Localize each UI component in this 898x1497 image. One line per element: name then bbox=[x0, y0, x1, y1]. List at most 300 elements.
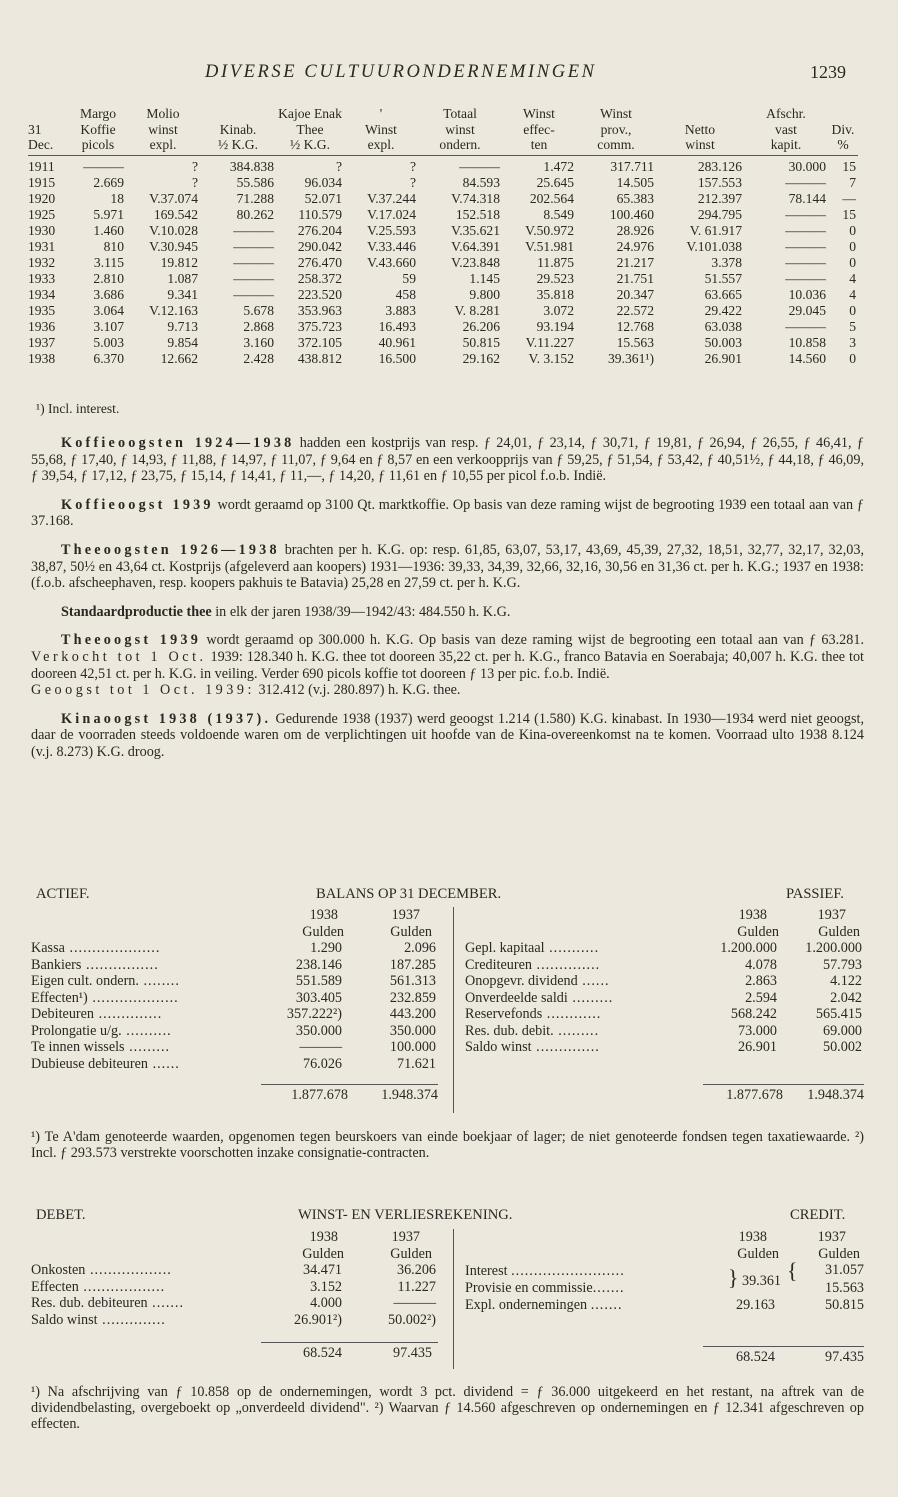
column-header: Kajoe Enak bbox=[278, 106, 342, 121]
row-label: Dubieuse debiteuren bbox=[31, 1055, 149, 1072]
tea-harvest-1939-paragraph bbox=[31, 632, 864, 698]
paragraph-text: 1939: 128.340 h. K.G. thee tot dooreen 35,22 ct. per h. K.G., franco Batavia en Soerabaja; 40,007 h. K.G. thee tot dooreen 42,51 ct. per h. K.G. in veiling. Verder 690 picols koffie tot dooreen ƒ 13 per pic. f.o.b. Indië. bbox=[31, 648, 864, 682]
value-cell: ——— bbox=[459, 158, 500, 174]
year-cell: 1915 bbox=[28, 174, 56, 190]
year-header: 1938 bbox=[738, 1229, 767, 1245]
assets-total-1938: 1.877.678 bbox=[261, 1084, 348, 1103]
value-1938: 3.152 bbox=[310, 1278, 342, 1295]
value-cell: 11.875 bbox=[537, 254, 574, 270]
row-label: Reservefonds bbox=[465, 1006, 543, 1022]
value-cell: 202.564 bbox=[529, 190, 574, 206]
leader-dots: ........ bbox=[138, 973, 180, 989]
leader-dots: ......... bbox=[124, 1039, 171, 1055]
value-cell: 3.107 bbox=[93, 318, 124, 334]
value-cell: V.10.028 bbox=[149, 222, 198, 238]
value-1938: 76.026 bbox=[302, 1055, 342, 1072]
debit-body bbox=[31, 1262, 438, 1328]
liabilities-table bbox=[465, 907, 864, 1104]
year-cell: 1934 bbox=[28, 286, 56, 302]
leader-dots: .............. bbox=[531, 1039, 600, 1055]
table-row bbox=[28, 207, 858, 223]
balance-title: BALANS OP 31 DECEMBER. bbox=[316, 886, 502, 902]
year-cell: 1933 bbox=[28, 270, 56, 286]
value-cell: 22.572 bbox=[616, 302, 654, 318]
value-cell: 317.711 bbox=[610, 158, 654, 174]
table-row bbox=[28, 287, 858, 303]
column-header: picols bbox=[70, 137, 126, 155]
column-header: Winst bbox=[600, 106, 632, 121]
value-cell: 276.204 bbox=[297, 222, 342, 238]
value-1938: 350.000 bbox=[295, 1022, 342, 1039]
value-cell: V.25.593 bbox=[367, 222, 416, 238]
year-cell: 1930 bbox=[28, 222, 56, 238]
liabilities-total-1937: 1.948.374 bbox=[783, 1085, 864, 1104]
unit-header: Gulden bbox=[818, 923, 860, 940]
value-1937: 565.415 bbox=[815, 1006, 862, 1022]
value-1937: 57.793 bbox=[822, 956, 862, 973]
value-cell: ——— bbox=[785, 206, 826, 222]
value-cell: 80.262 bbox=[236, 206, 274, 222]
value-cell: 276.470 bbox=[297, 254, 342, 270]
tea-harvests-paragraph bbox=[31, 542, 864, 592]
credit-table bbox=[465, 1229, 864, 1365]
year-cell: 1935 bbox=[28, 302, 56, 318]
row-label: Onverdeelde saldi bbox=[465, 989, 568, 1006]
column-header: Dec. bbox=[28, 137, 70, 155]
column-header: vast bbox=[775, 121, 797, 137]
value-cell: 0 bbox=[849, 238, 856, 254]
table-row bbox=[28, 271, 858, 287]
table-row bbox=[28, 335, 858, 351]
value-cell: 51.557 bbox=[704, 270, 742, 286]
row-label: Saldo winst bbox=[465, 1039, 532, 1055]
value-1938: 238.146 bbox=[295, 956, 342, 973]
debit-total-1938: 68.524 bbox=[261, 1342, 348, 1361]
unit-header: Gulden bbox=[302, 923, 344, 940]
value-1937: 71.621 bbox=[396, 1055, 436, 1072]
page-number: 1239 bbox=[810, 62, 846, 82]
value-cell: 6.370 bbox=[93, 350, 124, 366]
statistics-body bbox=[28, 155, 858, 367]
table-row bbox=[465, 990, 864, 1007]
value-cell: 96.034 bbox=[304, 174, 342, 190]
table-row bbox=[28, 351, 858, 367]
coffee-harvest-1939-paragraph bbox=[31, 497, 864, 530]
table-row bbox=[31, 1295, 438, 1312]
column-header: Margo bbox=[80, 106, 116, 121]
column-header: Totaal bbox=[443, 106, 477, 121]
value-cell: 65.383 bbox=[616, 190, 654, 206]
balance-sheet bbox=[31, 907, 864, 1119]
leader-dots: ......................... bbox=[511, 1262, 625, 1279]
column-header: ½ K.G. bbox=[276, 137, 344, 155]
value-cell: 25.645 bbox=[536, 174, 574, 190]
value-1937: 232.859 bbox=[389, 989, 436, 1006]
value-cell: 5.003 bbox=[93, 334, 124, 350]
assets-table bbox=[31, 907, 438, 1103]
paragraph-text: wordt geraamd op 300.000 h. K.G. Op basis van deze raming wijst de begrooting een totaal aan van ƒ 63.281. bbox=[200, 632, 864, 649]
value-cell: V.74.318 bbox=[451, 190, 500, 206]
year-cell: 1931 bbox=[28, 238, 56, 254]
value-cell: 30.000 bbox=[788, 158, 826, 174]
value-cell: 3.064 bbox=[93, 302, 124, 318]
leader-dots: ............ bbox=[542, 1006, 602, 1022]
leader-dots: .......... bbox=[121, 1022, 172, 1039]
value-cell: 21.751 bbox=[616, 270, 654, 286]
value-cell: V.30.945 bbox=[149, 238, 198, 254]
value-cell: V. 3.152 bbox=[528, 350, 574, 366]
column-header: Thee bbox=[296, 121, 324, 137]
leader-dots: ...... bbox=[577, 973, 610, 989]
assets-total-1937: 1.948.374 bbox=[348, 1084, 438, 1103]
value-cell: 35.818 bbox=[536, 286, 574, 302]
value-1937: 69.000 bbox=[822, 1022, 862, 1039]
column-header: comm. bbox=[576, 137, 656, 155]
year-cell: 1936 bbox=[28, 318, 56, 334]
value-cell: ——— bbox=[233, 286, 274, 302]
value-cell: 2.669 bbox=[93, 174, 124, 190]
row-label: Res. dub. debiteuren bbox=[31, 1295, 148, 1311]
row-label: Kassa bbox=[31, 940, 65, 956]
table-row bbox=[31, 1279, 438, 1296]
header-row bbox=[28, 122, 858, 138]
value-1938: 73.000 bbox=[737, 1022, 777, 1039]
table-row bbox=[31, 957, 438, 974]
value-cell: 9.854 bbox=[167, 334, 198, 350]
row-label: Effecten¹) bbox=[31, 989, 88, 1006]
page-header bbox=[0, 62, 898, 86]
value-cell: 294.795 bbox=[697, 206, 742, 222]
value-cell: V.17.024 bbox=[367, 206, 416, 222]
credit-label: Interest bbox=[465, 1262, 508, 1279]
value-cell: 290.042 bbox=[297, 238, 342, 254]
table-row bbox=[31, 990, 438, 1007]
value-cell: 29.045 bbox=[788, 302, 826, 318]
value-cell: 4 bbox=[849, 286, 856, 302]
value-cell: 0 bbox=[849, 254, 856, 270]
column-header: ½ K.G. bbox=[200, 137, 276, 155]
year-header: 1938 bbox=[309, 907, 338, 923]
value-cell: 12.662 bbox=[160, 350, 198, 366]
value-cell: V.12.163 bbox=[149, 302, 198, 318]
paragraph-heading: Kinaoogst 1938 (1937). bbox=[61, 710, 272, 727]
table-row bbox=[28, 155, 858, 175]
value-cell: 18 bbox=[110, 190, 124, 206]
year-cell: 1911 bbox=[28, 158, 55, 174]
unit-header: Gulden bbox=[302, 1245, 344, 1262]
leader-dots: ......... bbox=[553, 1022, 600, 1039]
table-row bbox=[28, 239, 858, 255]
kina-harvest-paragraph bbox=[31, 711, 864, 761]
value-cell: 52.071 bbox=[304, 190, 342, 206]
value-cell: 5.678 bbox=[243, 302, 274, 318]
table-row bbox=[465, 957, 864, 974]
value-1938: ——— bbox=[299, 1039, 342, 1055]
value-cell: 29.162 bbox=[462, 350, 500, 366]
value-cell: 283.126 bbox=[697, 158, 742, 174]
paragraph-heading: Koffieoogsten 1924—1938 bbox=[61, 435, 295, 451]
column-header: Koffie bbox=[80, 121, 116, 137]
value-1938: 26.901²) bbox=[294, 1311, 342, 1328]
value-cell: V.50.972 bbox=[525, 222, 574, 238]
year-header: 1937 bbox=[817, 907, 846, 923]
table-row bbox=[31, 940, 438, 957]
value-cell: 84.593 bbox=[462, 174, 500, 190]
value-cell: — bbox=[842, 190, 856, 206]
value-cell: 19.812 bbox=[160, 254, 198, 270]
unit-header: Gulden bbox=[737, 1245, 779, 1262]
value-cell: 3 bbox=[849, 334, 856, 350]
value-1937: ——— bbox=[393, 1295, 436, 1311]
value-cell: ——— bbox=[785, 174, 826, 190]
value-cell: 93.194 bbox=[536, 318, 574, 334]
value-cell: 1.460 bbox=[93, 222, 124, 238]
value-cell: 29.422 bbox=[704, 302, 742, 318]
value-cell: 5.971 bbox=[93, 206, 124, 222]
value-cell: 10.036 bbox=[788, 286, 826, 302]
value-cell: ——— bbox=[233, 254, 274, 270]
value-cell: 458 bbox=[395, 286, 416, 302]
column-header: Winst bbox=[523, 106, 555, 121]
value-cell: 16.500 bbox=[378, 350, 416, 366]
unit-header: Gulden bbox=[390, 1245, 432, 1262]
paragraph-text: wordt geraamd op 3100 Qt. marktkoffie. Op basis van deze raming wijst de begrooting 1939 een totaal aan van ƒ 37.168. bbox=[31, 496, 864, 530]
value-1937: 1.200.000 bbox=[805, 940, 862, 956]
table-row bbox=[31, 1056, 438, 1073]
column-header: expl. bbox=[344, 137, 418, 155]
value-cell: 375.723 bbox=[297, 318, 342, 334]
leader-dots: ...... bbox=[148, 1055, 180, 1072]
paragraph-heading: Theeoogsten 1926—1938 bbox=[61, 541, 280, 558]
table-row bbox=[465, 1006, 864, 1023]
value-cell: 8.549 bbox=[543, 206, 574, 222]
leader-dots: ................ bbox=[81, 956, 159, 973]
value-1937: 100.000 bbox=[389, 1039, 436, 1055]
leader-dots: .............. bbox=[97, 1311, 166, 1328]
value-cell: ——— bbox=[233, 270, 274, 286]
value-cell: 29.523 bbox=[536, 270, 574, 286]
value-cell: ——— bbox=[785, 270, 826, 286]
paragraph-heading: Standaardproductie thee bbox=[61, 603, 212, 620]
value-cell: V. 61.917 bbox=[689, 222, 742, 238]
value-cell: ——— bbox=[233, 222, 274, 238]
value-cell: 1.145 bbox=[469, 270, 500, 286]
value-1938: 2.594 bbox=[745, 989, 777, 1006]
value-cell: 9.713 bbox=[167, 318, 198, 334]
value-cell: ? bbox=[191, 174, 198, 190]
year-cell: 1925 bbox=[28, 206, 56, 222]
credit-1938: 29.163 bbox=[735, 1296, 775, 1313]
row-label: Effecten bbox=[31, 1278, 79, 1295]
value-1938: 551.589 bbox=[295, 973, 342, 989]
value-cell: 212.397 bbox=[697, 190, 742, 206]
row-label: Te innen wissels bbox=[31, 1039, 125, 1055]
row-label: Saldo winst bbox=[31, 1311, 98, 1328]
standard-production-paragraph bbox=[31, 604, 864, 621]
column-header: kapit. bbox=[744, 137, 828, 155]
value-1937: 50.002²) bbox=[388, 1311, 436, 1328]
table-row bbox=[465, 1023, 864, 1040]
column-header: 31 bbox=[28, 121, 42, 137]
unit-header: Gulden bbox=[737, 923, 779, 940]
leader-dots: ....... bbox=[147, 1295, 184, 1311]
value-cell: 9.341 bbox=[167, 286, 198, 302]
column-header: Afschr. bbox=[766, 106, 806, 121]
value-cell: ——— bbox=[785, 318, 826, 334]
column-header: ' bbox=[379, 106, 383, 121]
value-1938: 26.901 bbox=[737, 1039, 777, 1055]
paragraph-text: hadden een kostprijs van resp. ƒ 24,01, ƒ 23,14, ƒ 30,71, ƒ 19,81, ƒ 26,94, ƒ 26,55, ƒ 46,41, ƒ 55,68, ƒ 17,40, ƒ 14,93, ƒ 11,88, ƒ 14,97, ƒ 11,07, ƒ 9,64 en ƒ 8,57 en een verkoopprijs van ƒ 59,25, ƒ 51,54, ƒ 53,42, ƒ 40,51½, ƒ 44,18, ƒ 46,09, ƒ 39,54, ƒ 17,12, ƒ 23,75, ƒ 15,14, ƒ 14,41, ƒ 11,—, ƒ 14,20, ƒ 11,61 en ƒ 10,55 per picol f.o.b. Indië. bbox=[31, 435, 864, 485]
header-row bbox=[28, 106, 858, 122]
value-cell: 15 bbox=[842, 206, 856, 222]
credit-label: Expl. ondernemingen bbox=[465, 1296, 588, 1313]
column-header: prov., bbox=[600, 121, 632, 137]
value-cell: 63.665 bbox=[704, 286, 742, 302]
credit-row bbox=[465, 1297, 864, 1314]
value-1937: 350.000 bbox=[389, 1022, 436, 1039]
value-1937: 187.285 bbox=[389, 956, 436, 973]
value-cell: V.37.244 bbox=[367, 190, 416, 206]
bracket-close: } bbox=[727, 1265, 739, 1290]
balance-right-title: PASSIEF. bbox=[786, 886, 844, 902]
year-header: 1937 bbox=[817, 1229, 846, 1245]
table-row bbox=[465, 973, 864, 990]
pl-footnote: ¹) Na afschrijving van ƒ 10.858 op de ondernemingen, wordt 3 pct. dividend = ƒ 36.000 uitgekeerd en het restant, na aftrek van de dividendbelasting, overgeboekt op „onverdeeld dividend". ²) Waarvan ƒ 14.560 afgeschreven op ondernemingen en ƒ 12.341 afgeschreven op effecten. bbox=[31, 1384, 864, 1433]
column-header bbox=[656, 106, 744, 122]
leader-dots: ................... bbox=[87, 989, 179, 1006]
value-1938: 34.471 bbox=[302, 1262, 342, 1278]
year-header: 1938 bbox=[309, 1229, 338, 1245]
table-row bbox=[28, 175, 858, 191]
table-row bbox=[28, 303, 858, 319]
harvest-label: Geoogst tot 1 Oct. 1939: bbox=[31, 682, 255, 699]
value-cell: 810 bbox=[103, 238, 124, 254]
credit-1937: 31.057 bbox=[824, 1262, 864, 1278]
value-cell: 21.217 bbox=[616, 254, 654, 270]
leader-dots: .................. bbox=[78, 1278, 166, 1295]
value-cell: 0 bbox=[849, 302, 856, 318]
leader-dots: .................... bbox=[64, 940, 161, 956]
value-cell: ——— bbox=[785, 254, 826, 270]
leader-dots: .............. bbox=[94, 1006, 163, 1022]
value-cell: 10.858 bbox=[788, 334, 826, 350]
value-cell: 14.505 bbox=[616, 174, 654, 190]
unit-header: Gulden bbox=[818, 1245, 860, 1262]
credit-row bbox=[465, 1280, 864, 1297]
value-cell: 169.542 bbox=[153, 206, 198, 222]
value-cell: 20.347 bbox=[616, 286, 654, 302]
value-cell: 384.838 bbox=[229, 158, 274, 174]
value-1937: 36.206 bbox=[396, 1262, 436, 1278]
value-cell: 0 bbox=[849, 222, 856, 238]
liabilities-total-1938: 1.877.678 bbox=[703, 1085, 783, 1104]
coffee-harvests-paragraph bbox=[31, 435, 864, 485]
row-label: Eigen cult. ondern. bbox=[31, 973, 139, 989]
value-cell: V.51.981 bbox=[525, 238, 574, 254]
table-row bbox=[31, 1006, 438, 1023]
leader-dots: .............. bbox=[531, 956, 601, 973]
table-row bbox=[31, 973, 438, 990]
value-cell: 3.883 bbox=[385, 302, 416, 318]
year-cell: 1938 bbox=[28, 350, 56, 366]
value-cell: V.37.074 bbox=[149, 190, 198, 206]
year-cell: 1920 bbox=[28, 190, 56, 206]
profit-loss-account bbox=[31, 1229, 864, 1375]
value-cell: ? bbox=[335, 158, 342, 174]
value-cell: 3.686 bbox=[93, 286, 124, 302]
value-1937: 561.313 bbox=[389, 973, 436, 989]
pl-left-title: DEBET. bbox=[36, 1207, 86, 1223]
value-cell: V.23.848 bbox=[451, 254, 500, 270]
year-cell: 1932 bbox=[28, 254, 56, 270]
value-cell: 0 bbox=[849, 350, 856, 366]
value-1938: 568.242 bbox=[730, 1006, 777, 1022]
value-cell: 16.493 bbox=[378, 318, 416, 334]
credit-total-1938: 68.524 bbox=[703, 1346, 783, 1365]
credit-bracket-1938: 39.361 bbox=[741, 1273, 781, 1289]
year-header: 1937 bbox=[391, 1229, 420, 1245]
year-header: 1938 bbox=[738, 907, 767, 923]
balance-left-title: ACTIEF. bbox=[36, 886, 90, 902]
value-cell: 157.553 bbox=[697, 174, 742, 190]
value-cell: 24.976 bbox=[616, 238, 654, 254]
balance-footnote: ¹) Te A'dam genoteerde waarden, opgenomen tegen beurskoers van einde boekjaar of lager; de niet genoteerde fondsen tegen taxatiewaarde. ²) Incl. ƒ 293.573 verstrekte voorschotten inzake consignatie-contracten. bbox=[31, 1129, 864, 1162]
value-1938: 303.405 bbox=[295, 989, 342, 1006]
value-cell: 50.815 bbox=[462, 334, 500, 350]
assets-body bbox=[31, 940, 438, 1072]
row-label: Crediteuren bbox=[465, 956, 532, 973]
value-cell: 152.518 bbox=[455, 206, 500, 222]
column-header: Molio bbox=[146, 106, 180, 121]
table-row bbox=[28, 319, 858, 335]
row-label: Gepl. kapitaal bbox=[465, 940, 545, 956]
paragraph-heading: Koffieoogst 1939 bbox=[61, 496, 214, 513]
credit-row bbox=[465, 1262, 864, 1280]
liabilities-body bbox=[465, 940, 864, 1056]
value-cell: 258.372 bbox=[297, 270, 342, 286]
value-1937: 443.200 bbox=[389, 1006, 436, 1022]
row-label: Prolongatie u/g. bbox=[31, 1022, 122, 1039]
value-cell: 63.038 bbox=[704, 318, 742, 334]
value-1937: 4.122 bbox=[830, 973, 862, 989]
value-cell: 15 bbox=[842, 158, 856, 174]
value-cell: 39.361¹) bbox=[608, 350, 654, 366]
value-cell: 7 bbox=[849, 174, 856, 190]
statistics-footnote: ¹) Incl. interest. bbox=[36, 401, 120, 416]
column-header: effec- bbox=[523, 121, 555, 137]
value-cell: ? bbox=[409, 174, 416, 190]
value-cell: V. 8.281 bbox=[454, 302, 500, 318]
value-cell: 40.961 bbox=[378, 334, 416, 350]
value-cell: ——— bbox=[83, 158, 124, 174]
value-cell: 12.768 bbox=[616, 318, 654, 334]
debit-table bbox=[31, 1229, 438, 1361]
value-1937: 2.042 bbox=[830, 989, 862, 1006]
year-cell: 1937 bbox=[28, 334, 56, 350]
value-cell: 110.579 bbox=[298, 206, 342, 222]
paragraph-text: 312.412 (v.j. 280.897) h. K.G. thee. bbox=[254, 682, 461, 699]
table-row bbox=[31, 1262, 438, 1279]
value-cell: 26.206 bbox=[462, 318, 500, 334]
table-row bbox=[465, 940, 864, 957]
column-header: winst bbox=[148, 121, 178, 137]
leader-dots: ......... bbox=[567, 989, 614, 1006]
leader-dots: ....... bbox=[592, 1280, 625, 1296]
value-cell: 4 bbox=[849, 270, 856, 286]
credit-body bbox=[465, 1258, 864, 1313]
value-cell: 50.003 bbox=[704, 334, 742, 350]
value-cell: 353.963 bbox=[297, 302, 342, 318]
